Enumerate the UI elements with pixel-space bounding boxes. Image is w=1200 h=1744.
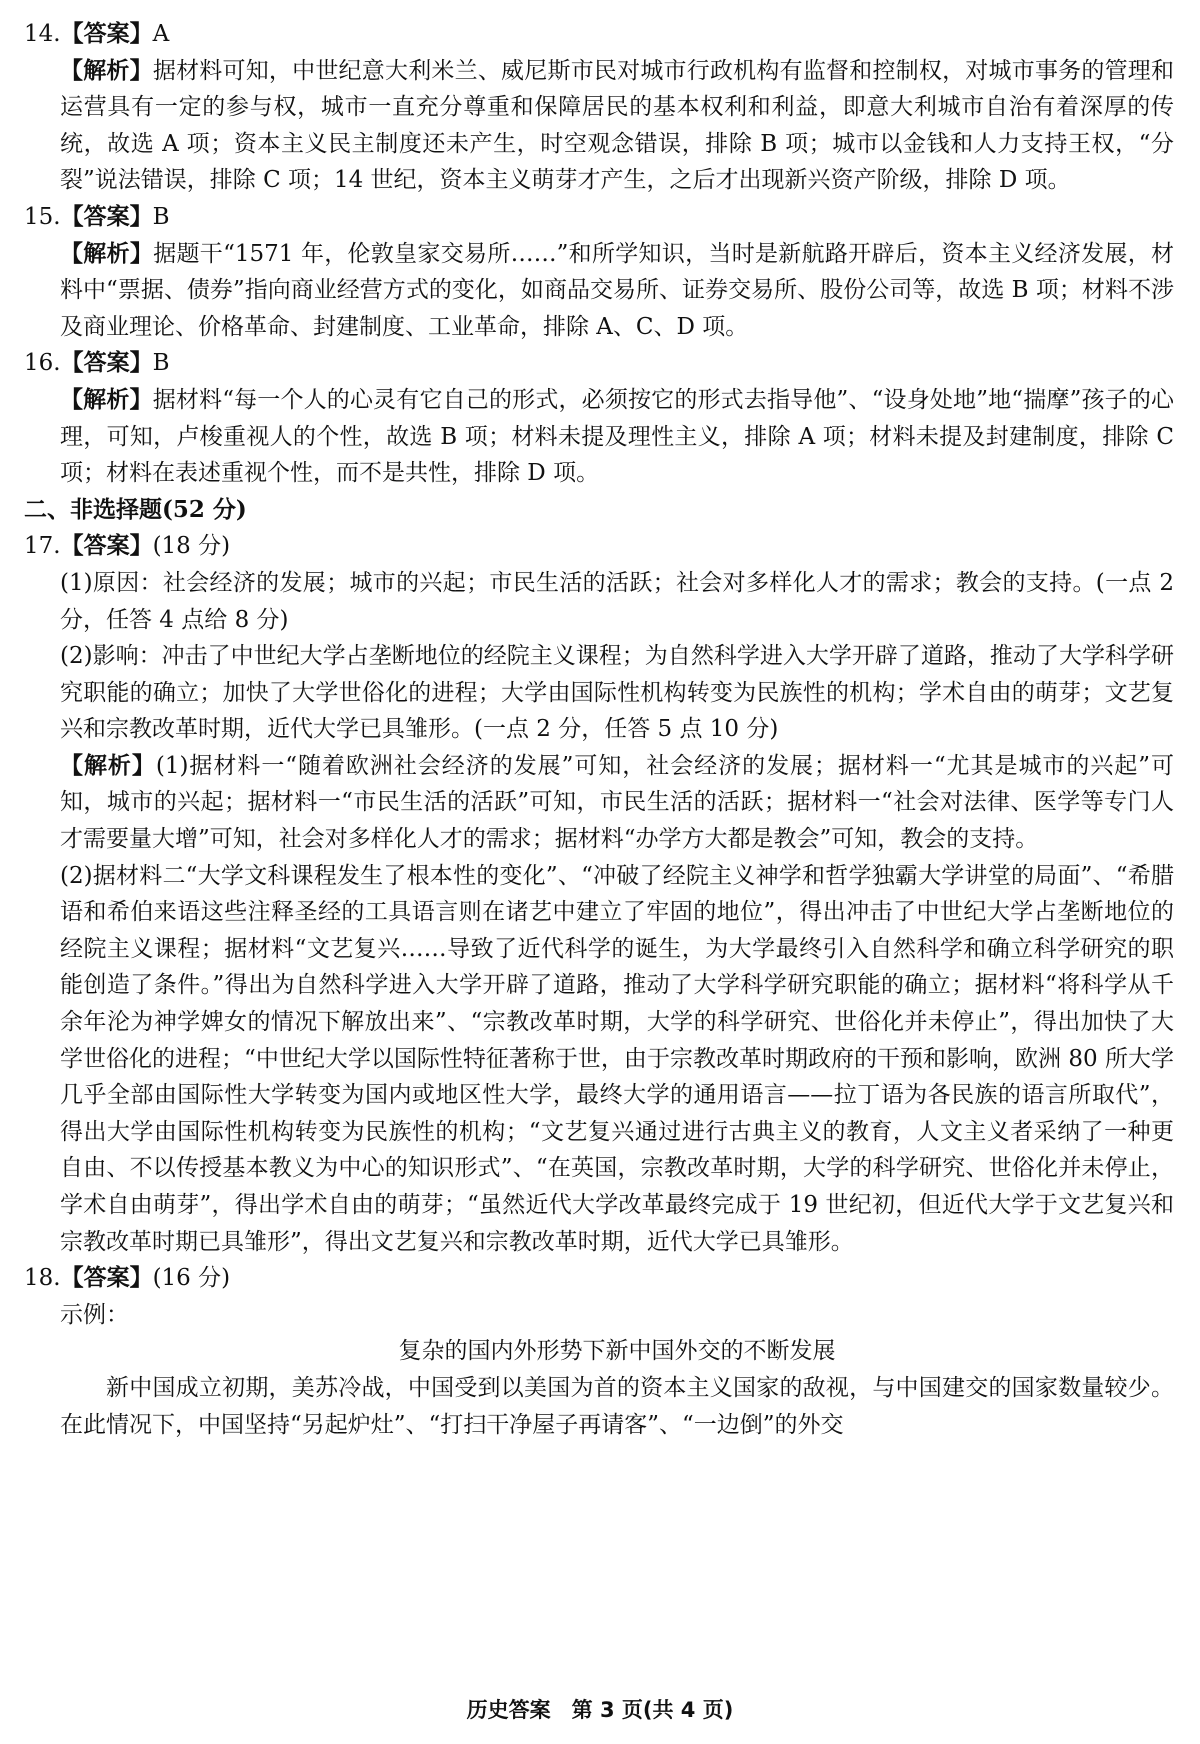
- q17-analysis1: [24, 748, 1174, 858]
- q14-answer-tag: 【答案】: [60, 20, 153, 47]
- q17-header: [24, 528, 1174, 565]
- q17-analysis2: (2)据材料二“大学文科课程发生了根本性的变化”、“冲破了经院主义神学和哲学独霸大学讲堂的局面”、“希腊语和希伯来语这些注释圣经的工具语言则在诸艺中建立了牢固的地位”，得出冲击了中世纪大学占垄断地位的经院主义课程；据材料“文艺复兴……导致了近代科学的诞生，为大学最终引入自然科学和确立科学研究的职能创造了条件。”得出为自然科学进入大学开辟了道路，推动了大学科学研究职能的确立；据材料“将科学从千余年沦为神学婢女的情况下解放出来”、“宗教改革时期，大学的科学研究、世俗化并未停止”，得出加快了大学世俗化的进程；“中世纪大学以国际性特征著称于世，由于宗教改革时期政府的干预和影响，欧洲 80 所大学几乎全部由国际性大学转变为国内或地区性大学，最终大学的通用语言——拉丁语为各民族的语言所取代”，得出大学由国际性机构转变为民族性的机构；“文艺复兴通过进行古典主义的教育，人文主义者采纳了一种更自由、不以传授基本教义为中心的知识形式”、“在英国，宗教改革时期，大学的科学研究、世俗化并未停止，学术自由萌芽”，得出学术自由的萌芽；“虽然近代大学改革最终完成于 19 世纪初，但近代大学于文艺复兴和宗教改革时期已具雏形”，得出文艺复兴和宗教改革时期，近代大学已具雏形。: [60, 862, 1174, 1255]
- q18-score: (16 分): [152, 1265, 231, 1292]
- q15-analysis-text: 据题干“1571 年，伦敦皇家交易所……”和所学知识，当时是新航路开辟后，资本主义经济发展，材料中“票据、债券”指向商业经营方式的变化，如商品交易所、证券交易所、股份公司等，故选 B 项；材料不涉及商业理论、价格革命、封建制度、工业革命，排除 A、C、D 项。: [60, 240, 1174, 340]
- q15-answer: B: [152, 203, 170, 230]
- q18-header: [24, 1260, 1174, 1297]
- page-footer: 历史答案 第 3 页(共 4 页): [466, 1698, 734, 1722]
- q16-analysis-text: 据材料“每一个人的心灵有它自己的形式，必须按它的形式去指导他”、“设身处地”地“揣摩”孩子的心理，可知，卢梭重视人的个性，故选 B 项；材料未提及理性主义，排除 A 项；材料未提及封建制度，排除 C 项；材料在表述重视个性，而不是共性，排除 D 项。: [60, 386, 1174, 487]
- q18-essay-title: 复杂的国内外形势下新中国外交的不断发展: [398, 1338, 836, 1365]
- q16-answer: B: [152, 350, 170, 377]
- q17-score: (18 分): [152, 533, 231, 560]
- q17-part2: (2)影响：冲击了中世纪大学占垄断地位的经院主义课程；为自然科学进入大学开辟了道路，推动了大学科学研究职能的确立；加快了大学世俗化的进程；大学由国际性机构转变为民族性的机构；学术自由的萌芽；文艺复兴和宗教改革时期，近代大学已具雏形。(一点 2 分，任答 5 点 10 分): [60, 643, 1174, 743]
- q17-part1: (1)原因：社会经济的发展；城市的兴起；市民生活的活跃；社会对多样化人才的需求；教会的支持。(一点 2 分，任答 4 点给 8 分): [60, 569, 1174, 633]
- q14-analysis-text: 据材料可知，中世纪意大利米兰、威尼斯市民对城市行政机构有监督和控制权，对城市事务的管理和运营具有一定的参与权，城市一直充分尊重和保障居民的基本权利和利益，即意大利城市自治有着深厚的传统，故选 A 项；资本主义民主制度还未产生，时空观念错误，排除 B 项；城市以金钱和人力支持王权，“分裂”说法错误，排除 C 项；14 世纪，资本主义萌芽才产生，之后才出现新兴资产阶级，排除 D 项。: [60, 57, 1175, 194]
- q18-number: 18.: [24, 1265, 61, 1292]
- q15-analysis-tag: 【解析】: [60, 239, 154, 267]
- q17-answer-tag: 【答案】: [60, 532, 153, 560]
- q16-header: [24, 345, 1174, 382]
- q16-analysis: [24, 382, 1174, 492]
- answer-page: [24, 16, 1174, 1443]
- q18-essay-paragraph: 新中国成立初期，美苏冷战，中国受到以美国为首的资本主义国家的敌视，与中国建交的国家数量较少。在此情况下，中国坚持“另起炉灶”、“打扫干净屋子再请客”、“一边倒”的外交: [60, 1374, 1174, 1438]
- q14-number: 14.: [24, 21, 61, 47]
- q17-number: 17.: [24, 533, 61, 560]
- q14-analysis-tag: 【解析】: [60, 56, 153, 84]
- q14-header: [24, 16, 1174, 53]
- q15-analysis: [24, 236, 1174, 346]
- q18-answer-tag: 【答案】: [60, 1264, 153, 1292]
- q14-analysis: [24, 53, 1174, 199]
- q16-answer-tag: 【答案】: [60, 349, 153, 377]
- q15-answer-tag: 【答案】: [60, 202, 153, 230]
- q15-header: [24, 199, 1174, 236]
- q16-number: 16.: [24, 350, 61, 377]
- q18-example-label: 示例：: [60, 1301, 129, 1328]
- q16-analysis-tag: 【解析】: [60, 385, 153, 413]
- q15-number: 15.: [24, 203, 61, 230]
- q14-answer: A: [152, 21, 170, 47]
- section-title: 二、非选择题(52 分): [24, 495, 247, 523]
- q17-analysis-tag: 【解析】: [60, 751, 156, 779]
- q17-analysis1-text: (1)据材料一“随着欧洲社会经济的发展”可知，社会经济的发展；据材料一“尤其是城市的兴起”可知，城市的兴起；据材料一“市民生活的活跃”可知，市民生活的活跃；据材料一“社会对法律、医学等专门人才需要量大增”可知，社会对多样化人才的需求；据材料“办学方大都是教会”可知，教会的支持。: [60, 752, 1175, 853]
